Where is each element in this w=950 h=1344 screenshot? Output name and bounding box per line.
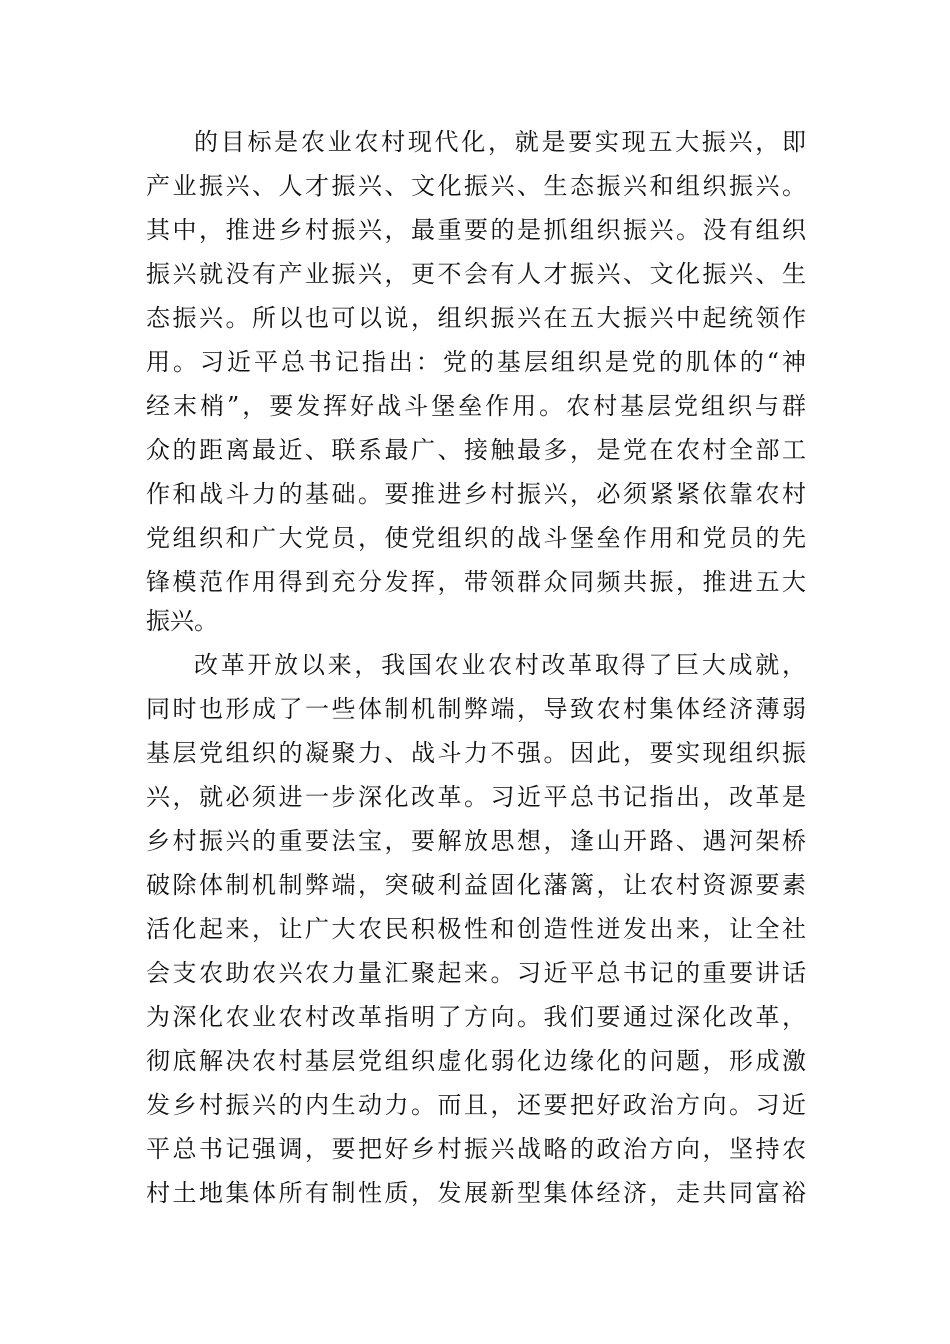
text-line: 锋模范作用得到充分发挥，带领群众同频共振，推进五大 (146, 568, 806, 596)
text-line: 改革开放以来，我国农业农村改革取得了巨大成就， (194, 651, 806, 679)
text-line: 破除体制机制弊端，突破利益固化藩篱，让农村资源要素 (146, 871, 806, 899)
text-line: 为深化农业农村改革指明了方向。我们要通过深化改革， (146, 1003, 806, 1031)
text-line: 村土地集体所有制性质，发展新型集体经济，走共同富裕 (146, 1179, 806, 1207)
text-line: 振兴。 (146, 607, 218, 635)
text-line: 众的距离最近、联系最广、接触最多，是党在农村全部工 (146, 436, 806, 464)
text-line: 兴，就必须进一步深化改革。习近平总书记指出，改革是 (146, 783, 806, 811)
text-line: 会支农助农兴农力量汇聚起来。习近平总书记的重要讲话 (146, 959, 806, 987)
text-line: 同时也形成了一些体制机制弊端，导致农村集体经济薄弱 (146, 695, 806, 723)
text-line: 其中，推进乡村振兴，最重要的是抓组织振兴。没有组织 (146, 216, 806, 244)
text-line: 作和战斗力的基础。要推进乡村振兴，必须紧紧依靠农村 (146, 480, 806, 508)
text-line: 基层党组织的凝聚力、战斗力不强。因此，要实现组织振 (146, 739, 806, 767)
text-line: 党组织和广大党员，使党组织的战斗堡垒作用和党员的先 (146, 524, 806, 552)
text-line: 平总书记强调，要把好乡村振兴战略的政治方向，坚持农 (146, 1135, 806, 1163)
text-line: 乡村振兴的重要法宝，要解放思想，逢山开路、遇河架桥 (146, 827, 806, 855)
text-line: 产业振兴、人才振兴、文化振兴、生态振兴和组织振兴。 (146, 172, 806, 200)
text-line: 的目标是农业农村现代化，就是要实现五大振兴，即 (194, 128, 806, 156)
text-line: 经末梢”，要发挥好战斗堡垒作用。农村基层党组织与群 (146, 392, 806, 420)
text-line: 发乡村振兴的内生动力。而且，还要把好政治方向。习近 (146, 1091, 806, 1119)
text-line: 振兴就没有产业振兴，更不会有人才振兴、文化振兴、生 (146, 260, 806, 288)
text-line: 彻底解决农村基层党组织虚化弱化边缘化的问题，形成激 (146, 1047, 806, 1075)
text-line: 用。习近平总书记指出：党的基层组织是党的肌体的“神 (146, 348, 806, 376)
text-line: 活化起来，让广大农民积极性和创造性迸发出来，让全社 (146, 915, 806, 943)
text-line: 态振兴。所以也可以说，组织振兴在五大振兴中起统领作 (146, 304, 806, 332)
